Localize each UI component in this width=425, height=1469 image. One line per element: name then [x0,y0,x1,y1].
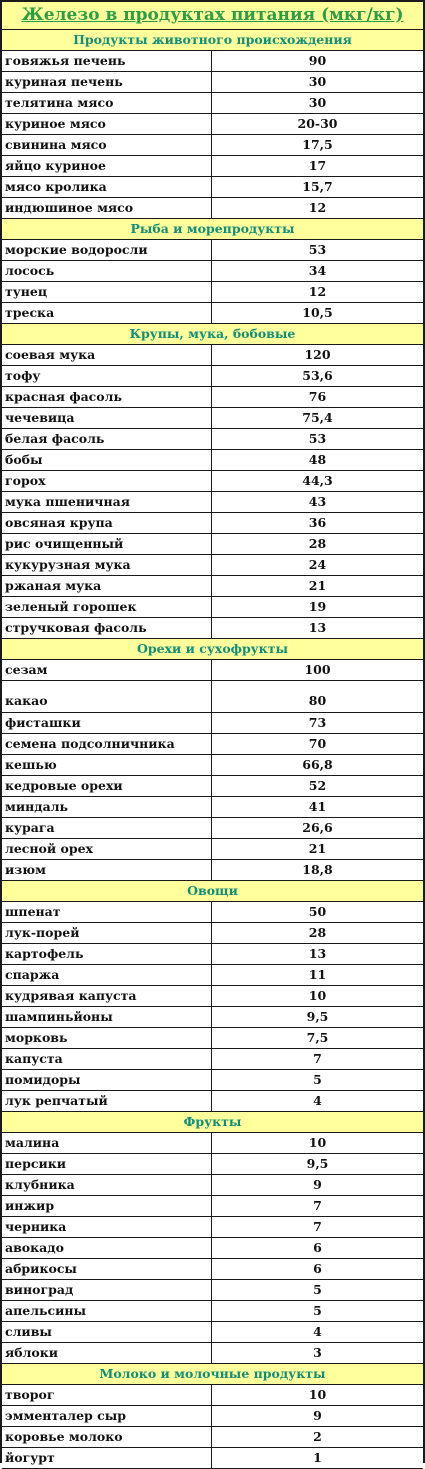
iron-value-cell: 50 [308,904,327,919]
product-name-cell: шпенат [2,902,212,922]
iron-value-cell: 17 [308,158,327,173]
iron-value-cell: 9 [313,1408,322,1423]
table-row [2,513,423,534]
table-row [2,261,423,282]
product-name-cell: говяжья печень [2,51,212,71]
product-name-cell: творог [2,1385,212,1405]
product-name-cell: курага [2,818,212,838]
product-name-cell: кедровые орехи [2,776,212,796]
section-header: Молоко и молочные продукты [2,1364,423,1385]
table-row [2,618,423,639]
iron-value-cell: 4 [313,1093,322,1108]
iron-value-cell: 41 [308,799,327,814]
product-name-cell: кешью [2,755,212,775]
product-name-cell: лук-порей [2,923,212,943]
product-name-cell: свинина мясо [2,135,212,155]
product-name-cell: яйцо куриное [2,156,212,176]
table-row [2,1175,423,1196]
iron-value-cell: 18,8 [302,862,333,877]
product-name-cell: чечевица [2,408,212,428]
table-row [2,1385,423,1406]
iron-value-cell: 43 [308,494,327,509]
table-row [2,1343,423,1364]
table-row [2,902,423,923]
product-name-cell: стручковая фасоль [2,618,212,638]
iron-value-cell: 10,5 [302,305,333,320]
iron-value-cell: 11 [308,967,327,982]
iron-value-cell: 90 [308,53,327,68]
table-title: Железо в продуктах питания (мкг/кг) [2,2,423,30]
iron-value-cell: 36 [308,515,327,530]
table-row [2,681,423,713]
table-row [2,198,423,219]
table-row [2,534,423,555]
iron-value-cell: 2 [313,1429,322,1444]
table-row [2,177,423,198]
table-row [2,1259,423,1280]
iron-value-cell: 17,5 [302,137,333,152]
table-row [2,387,423,408]
product-name-cell: красная фасоль [2,387,212,407]
product-name-cell: семена подсолничника [2,734,212,754]
product-name-cell: сезам [2,660,212,680]
section-header: Рыба и морепродукты [2,219,423,240]
product-name-cell: морские водоросли [2,240,212,260]
product-name-cell: йогурт [2,1448,212,1468]
table-row [2,240,423,261]
iron-value-cell: 120 [304,347,331,362]
iron-value-cell: 53 [308,431,327,446]
table-row [2,135,423,156]
iron-value-cell: 3 [313,1345,322,1360]
table-row [2,366,423,387]
iron-value-cell: 70 [308,736,327,751]
product-name-cell: белая фасоль [2,429,212,449]
product-name-cell: кукурузная мука [2,555,212,575]
table-row [2,660,423,681]
iron-value-cell: 28 [308,925,327,940]
iron-value-cell: 73 [308,715,327,730]
table-row [2,114,423,135]
section-header: Продукты животного происхождения [2,30,423,51]
table-row [2,944,423,965]
table-row [2,597,423,618]
iron-value-cell: 7 [313,1219,322,1234]
table-row [2,282,423,303]
product-name-cell: лесной орех [2,839,212,859]
table-row [2,1028,423,1049]
iron-value-cell: 5 [313,1303,322,1318]
table-row [2,797,423,818]
table-row [2,1217,423,1238]
iron-value-cell: 13 [308,620,327,635]
table-row [2,492,423,513]
table-row [2,408,423,429]
table-row [2,1070,423,1091]
product-name-cell: ржаная мука [2,576,212,596]
iron-value-cell: 10 [308,1135,327,1150]
table-row [2,93,423,114]
product-name-cell: фисташки [2,713,212,733]
iron-value-cell: 100 [304,662,331,677]
iron-value-cell: 30 [308,95,327,110]
iron-value-cell: 9,5 [306,1156,329,1171]
iron-value-cell: 28 [308,536,327,551]
iron-value-cell: 9,5 [306,1009,329,1024]
product-name-cell: кудрявая капуста [2,986,212,1006]
table-row [2,755,423,776]
product-name-cell: телятина мясо [2,93,212,113]
table-row [2,734,423,755]
table-row [2,1427,423,1448]
table-row [2,576,423,597]
iron-value-cell: 1 [313,1450,322,1465]
section-header: Овощи [2,881,423,902]
table-row [2,776,423,797]
product-name-cell: какао [2,681,212,712]
product-name-cell: инжир [2,1196,212,1216]
product-name-cell: треска [2,303,212,323]
iron-value-cell: 21 [308,841,327,856]
table-row [2,839,423,860]
product-name-cell: картофель [2,944,212,964]
product-name-cell: тунец [2,282,212,302]
iron-value-cell: 7 [313,1051,322,1066]
iron-value-cell: 30 [308,74,327,89]
table-row [2,1448,423,1469]
iron-value-cell: 21 [308,578,327,593]
iron-value-cell: 13 [308,946,327,961]
iron-value-cell: 20-30 [297,116,338,131]
table-row [2,51,423,72]
iron-value-cell: 6 [313,1261,322,1276]
table-row [2,986,423,1007]
iron-value-cell: 53,6 [302,368,333,383]
table-row [2,471,423,492]
product-name-cell: виноград [2,1280,212,1300]
product-name-cell: изюм [2,860,212,880]
iron-value-cell: 7 [313,1198,322,1213]
iron-value-cell: 75,4 [302,410,333,425]
table-row [2,818,423,839]
section-header: Крупы, мука, бобовые [2,324,423,345]
iron-value-cell: 48 [308,452,327,467]
table-row [2,1196,423,1217]
product-name-cell: абрикосы [2,1259,212,1279]
iron-value-cell: 9 [313,1177,322,1192]
product-name-cell: соевая мука [2,345,212,365]
product-name-cell: яблоки [2,1343,212,1363]
section-header: Фрукты [2,1112,423,1133]
product-name-cell: рис очищенный [2,534,212,554]
iron-value-cell: 34 [308,263,327,278]
section-header: Орехи и сухофрукты [2,639,423,660]
product-name-cell: бобы [2,450,212,470]
table-row [2,1049,423,1070]
product-name-cell: коровье молоко [2,1427,212,1447]
iron-value-cell: 66,8 [302,757,333,772]
product-name-cell: мясо кролика [2,177,212,197]
product-name-cell: мука пшеничная [2,492,212,512]
table-row [2,1238,423,1259]
table-row [2,1322,423,1343]
iron-value-cell: 52 [308,778,327,793]
table-row [2,450,423,471]
table-row [2,72,423,93]
product-name-cell: миндаль [2,797,212,817]
product-name-cell: тофу [2,366,212,386]
iron-value-cell: 5 [313,1282,322,1297]
product-name-cell: лук репчатый [2,1091,212,1111]
table-row [2,1007,423,1028]
product-name-cell: спаржа [2,965,212,985]
table-row [2,345,423,366]
iron-value-cell: 6 [313,1240,322,1255]
table-row [2,303,423,324]
iron-value-cell: 7,5 [306,1030,329,1045]
product-name-cell: малина [2,1133,212,1153]
table-row [2,156,423,177]
table-row [2,713,423,734]
iron-value-cell: 76 [308,389,327,404]
iron-value-cell: 10 [308,988,327,1003]
product-name-cell: апельсины [2,1301,212,1321]
table-row [2,555,423,576]
product-name-cell: эмменталер сыр [2,1406,212,1426]
iron-value-cell: 24 [308,557,327,572]
iron-value-cell: 12 [308,284,327,299]
table-row [2,923,423,944]
table-row [2,1280,423,1301]
table-row [2,1154,423,1175]
table-row [2,965,423,986]
iron-value-cell: 4 [313,1324,322,1339]
iron-value-cell: 12 [308,200,327,215]
product-name-cell: черника [2,1217,212,1237]
product-name-cell: лосось [2,261,212,281]
iron-value-cell: 5 [313,1072,322,1087]
table-row [2,1406,423,1427]
iron-value-cell: 10 [308,1387,327,1402]
table-body [2,30,423,1469]
product-name-cell: капуста [2,1049,212,1069]
iron-value-cell: 26,6 [302,820,333,835]
table-row [2,1091,423,1112]
iron-value-cell: 19 [308,599,327,614]
product-name-cell: помидоры [2,1070,212,1090]
product-name-cell: куриное мясо [2,114,212,134]
iron-value-cell: 80 [308,693,327,708]
iron-value-cell: 44,3 [302,473,333,488]
product-name-cell: клубника [2,1175,212,1195]
product-name-cell: шампиньйоны [2,1007,212,1027]
product-name-cell: сливы [2,1322,212,1342]
product-name-cell: овсяная крупа [2,513,212,533]
iron-value-cell: 15,7 [302,179,333,194]
iron-value-cell: 53 [308,242,327,257]
product-name-cell: куриная печень [2,72,212,92]
product-name-cell: горох [2,471,212,491]
table-row [2,1133,423,1154]
product-name-cell: индюшиное мясо [2,198,212,218]
table-row [2,429,423,450]
table-row [2,1301,423,1322]
product-name-cell: авокадо [2,1238,212,1258]
table-row [2,860,423,881]
product-name-cell: морковь [2,1028,212,1048]
product-name-cell: зеленый горошек [2,597,212,617]
product-name-cell: персики [2,1154,212,1174]
